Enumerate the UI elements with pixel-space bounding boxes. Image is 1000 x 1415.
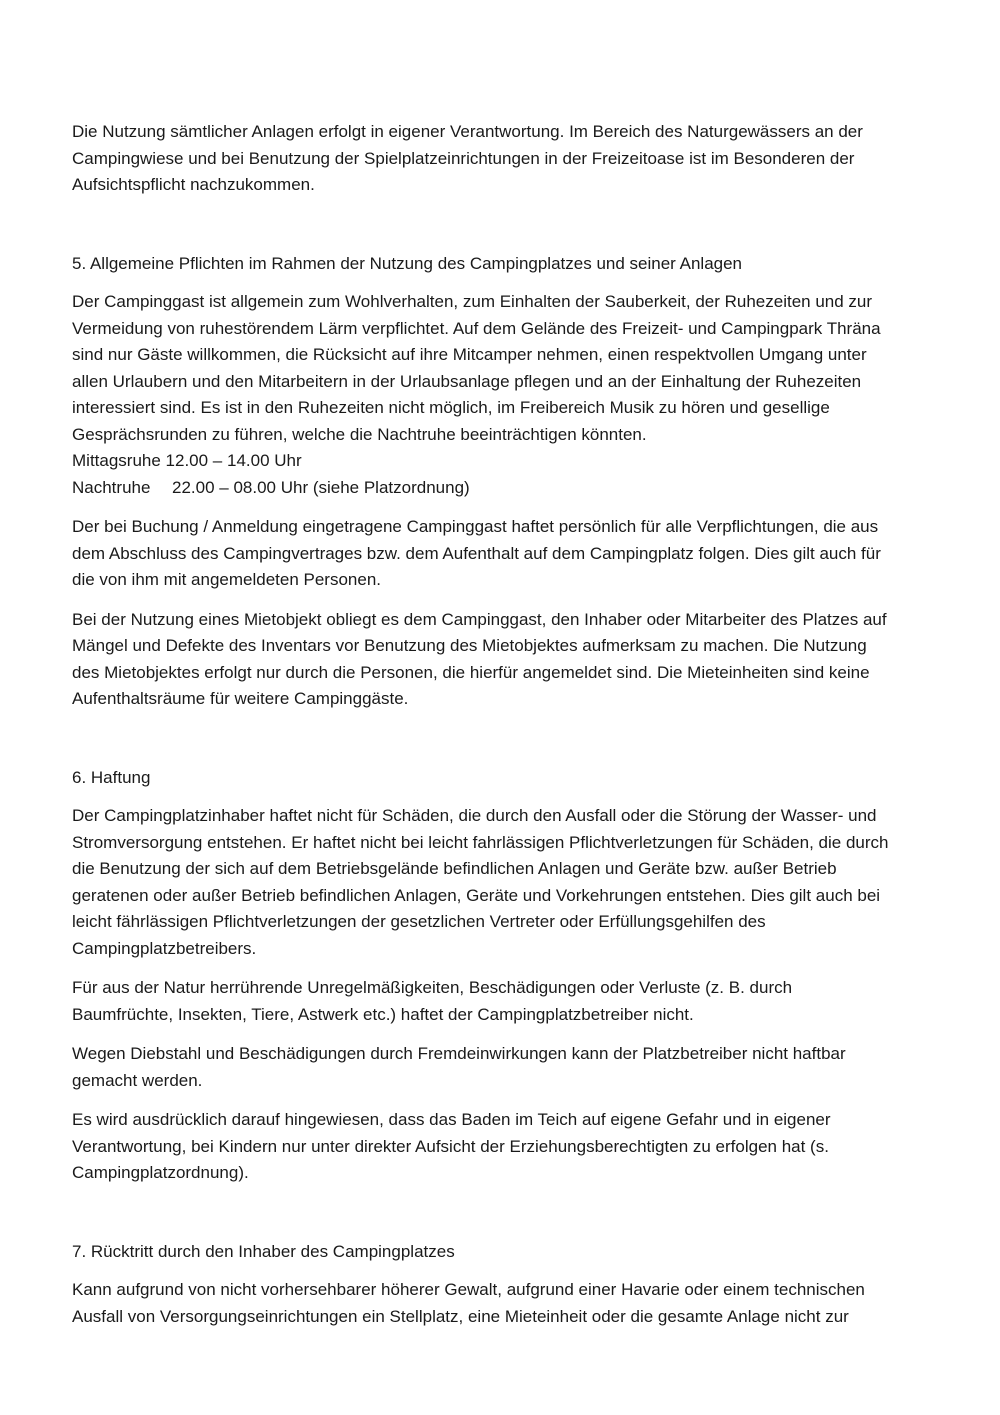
text-line: interessiert sind. Es ist in den Ruhezeiten nicht möglich, im Freibereich Musik zu hören und gesellige <box>72 398 830 417</box>
text-line: des Mietobjektes erfolgt nur durch die Personen, die hierfür angemeldet sind. Die Mieteinheiten sind keine <box>72 662 870 682</box>
text-line: Wegen Diebstahl und Beschädigungen durch Fremdeinwirkungen kann der Platzbetreiber nicht haftbar <box>72 1044 846 1063</box>
intro-paragraph <box>72 119 972 199</box>
text-line: Kann aufgrund von nicht vorhersehbarer höherer Gewalt, aufgrund einer Havarie oder einem technischen <box>72 1280 865 1299</box>
section-7-paragraph-1 <box>72 1277 972 1330</box>
night-quiet-value: 22.00 – 08.00 Uhr (siehe Platzordnung) <box>172 477 470 497</box>
text-line: gemacht werden. <box>72 1070 203 1090</box>
text-line: Baumfrüchte, Insekten, Tiere, Astwerk etc.) haftet der Campingplatzbetreiber nicht. <box>72 1004 694 1024</box>
text-line: Bei der Nutzung eines Mietobjekt obliegt es dem Campinggast, den Inhaber oder Mitarbeiter des Platzes auf <box>72 609 887 629</box>
text-line: Die Nutzung sämtlicher Anlagen erfolgt in eigener Verantwortung. Im Bereich des Naturgewässers an der <box>72 122 863 141</box>
section-7-heading: 7. Rücktritt durch den Inhaber des Campingplatzes <box>72 1241 455 1261</box>
text-line: Aufenthaltsräume für weitere Campinggäste. <box>72 689 409 708</box>
section-5-paragraph-1 <box>72 289 972 501</box>
night-quiet-time <box>72 475 972 502</box>
text-line: Es wird ausdrücklich darauf hingewiesen, dass das Baden im Teich auf eigene Gefahr und in eigener <box>72 1110 831 1129</box>
text-line: Für aus der Natur herrührende Unregelmäßigkeiten, Beschädigungen oder Verluste (z. B. durch <box>72 978 793 997</box>
text-line: Ausfall von Versorgungseinrichtungen ein Stellplatz, eine Mieteinheit oder die gesamte Anlage nicht zur <box>72 1306 849 1326</box>
text-line: die von ihm mit angemeldeten Personen. <box>72 570 382 589</box>
text-line: Stromversorgung entstehen. Er haftet nicht bei leicht fahrlässigen Pflichtverletzungen für Schäden, die durch <box>72 832 889 852</box>
text-line: Verantwortung, bei Kindern nur unter direkter Aufsicht der Erziehungsberechtigten zu erfolgen hat (s. <box>72 1136 829 1156</box>
text-line: sind nur Gäste willkommen, die Rücksicht auf ihre Mitcamper nehmen, einen respektvollen Umgang unter <box>72 345 867 364</box>
section-6-paragraph-1 <box>72 803 972 962</box>
text-line: Aufsichtspflicht nachzukommen. <box>72 175 315 194</box>
text-line: Campingplatzordnung). <box>72 1163 249 1182</box>
section-6-paragraph-4 <box>72 1107 972 1187</box>
section-5-heading: 5. Allgemeine Pflichten im Rahmen der Nutzung des Campingplatzes und seiner Anlagen <box>72 253 743 273</box>
text-line: Der Campingplatzinhaber haftet nicht für Schäden, die durch den Ausfall oder die Störung der Wasser- und <box>72 806 877 825</box>
text-line: Campingwiese und bei Benutzung der Spielplatzeinrichtungen in der Freizeitoase ist im Besonderen der <box>72 148 855 168</box>
text-line: Vermeidung von ruhestörendem Lärm verpflichtet. Auf dem Gelände des Freizeit- und Campingpark Thräna <box>72 318 881 338</box>
text-line: geratenen oder außer Betrieb befindlichen Anlagen, Geräte und Vorkehrungen entstehen. Dies gilt auch bei <box>72 885 881 905</box>
text-line: allen Urlaubern und den Mitarbeitern in der Urlaubsanlage pflegen und an der Einhaltung der Ruhezeiten <box>72 371 862 391</box>
text-line: Der Campinggast ist allgemein zum Wohlverhalten, zum Einhalten der Sauberkeit, der Ruhezeiten und zur <box>72 292 873 311</box>
text-line: Der bei Buchung / Anmeldung eingetragene Campinggast haftet persönlich für alle Verpflichtungen, die aus <box>72 517 879 536</box>
text-line: Mängel und Defekte des Inventars vor Benutzung des Mietobjektes aufmerksam zu machen. Die Nutzung <box>72 636 867 655</box>
section-5-paragraph-3 <box>72 607 972 713</box>
text-line: die Benutzung der sich auf dem Betriebsgelände befindlichen Anlagen und Geräte bzw. außer Betrieb <box>72 859 837 878</box>
text-line: Campingplatzbetreibers. <box>72 938 257 958</box>
text-line: dem Abschluss des Campingvertrages bzw. dem Aufenthalt auf dem Campingplatz folgen. Dies gilt auch für <box>72 543 881 563</box>
section-6-paragraph-2 <box>72 975 972 1028</box>
night-quiet-label: Nachtruhe <box>72 477 151 497</box>
section-5-paragraph-2 <box>72 514 972 594</box>
midday-quiet-time: Mittagsruhe 12.00 – 14.00 Uhr <box>72 451 302 470</box>
section-6-heading: 6. Haftung <box>72 767 151 787</box>
text-line: Gesprächsrunden zu führen, welche die Nachtruhe beeinträchtigen könnten. <box>72 424 647 444</box>
document-body <box>72 119 972 1330</box>
section-6-paragraph-3 <box>72 1041 972 1094</box>
text-line: leicht fährlässigen Pflichtverletzungen der gesetzlichen Vertreter oder Erfüllungsgehilfen des <box>72 912 766 931</box>
